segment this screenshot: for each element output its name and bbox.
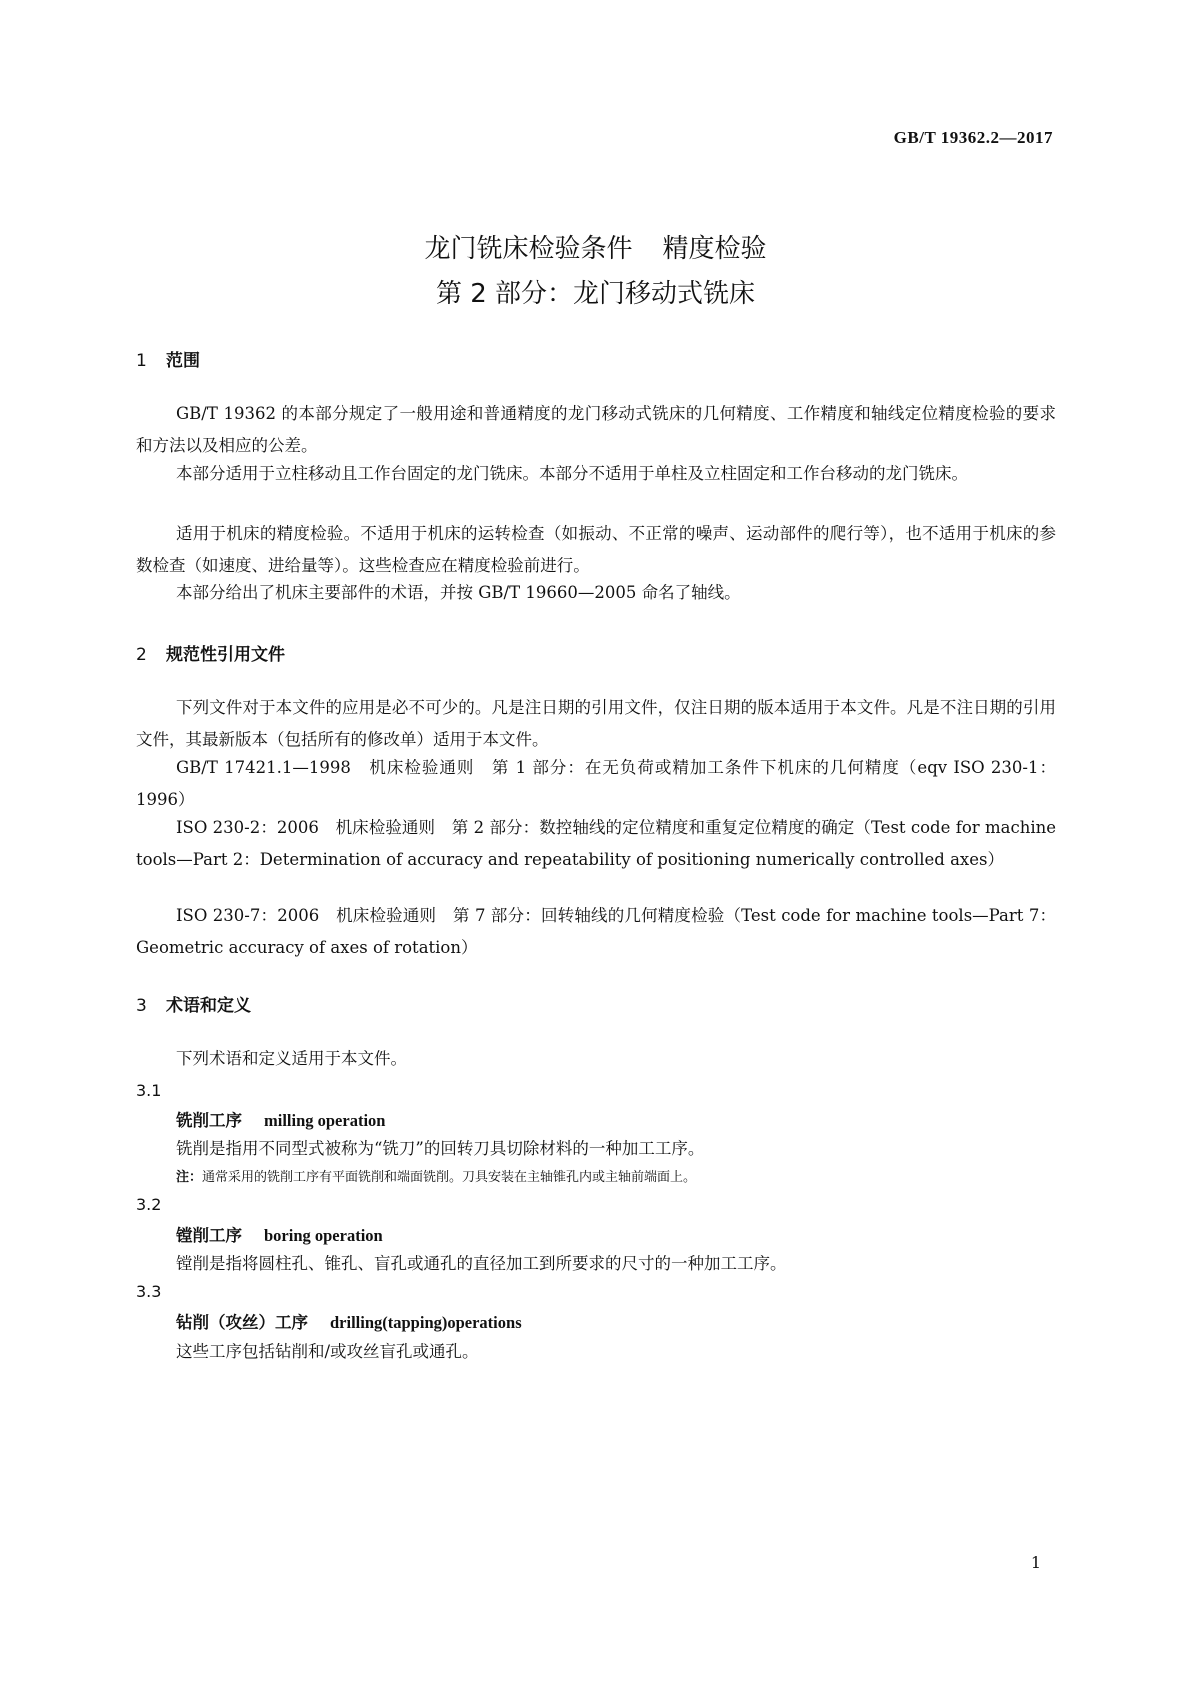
title-part-b: 精度检验 [662,234,767,264]
document-title-line2: 第 2 部分：龙门移动式铣床 [435,279,756,309]
section-title: 范围 [166,351,200,371]
section-1-paragraph: GB/T 19362 的本部分规定了一般用途和普通精度的龙门移动式铣床的几何精度、工作精度和轴线定位精度检验的要求和方法以及相应的公差。 [136,404,1056,455]
section-2-heading [136,640,285,665]
term-zh: 铣削工序 [176,1111,242,1130]
term-number: 3.1 [136,1081,162,1100]
standard-code: GB/T 19362.2—2017 [893,128,1053,147]
note-text: 通常采用的铣削工序有平面铣削和端面铣削。刀具安装在主轴锥孔内或主轴前端面上。 [202,1170,697,1185]
section-3-heading [136,991,251,1016]
term-title [176,1309,522,1333]
term-title [176,1107,385,1131]
term-en: drilling(tapping)operations [330,1313,522,1332]
term-en: milling operation [264,1111,386,1130]
title-part-a: 龙门铣床检验条件 [424,234,633,264]
term-definition: 铣削是指用不同型式被称为“铣刀”的回转刀具切除材料的一种加工工序。 [176,1139,705,1158]
section-1-paragraph: 适用于机床的精度检验。不适用于机床的运转检查（如振动、不正常的噪声、运动部件的爬行等），也不适用于机床的参数检查（如速度、进给量等）。这些检查应在精度检验前进行。 [136,524,1056,575]
document-title-line1 [0,228,1191,265]
section-1-paragraph: 本部分给出了机床主要部件的术语，并按 GB/T 19660—2005 命名了轴线。 [176,583,741,602]
section-title: 规范性引用文件 [166,645,285,665]
section-1-paragraph: 本部分适用于立柱移动且工作台固定的龙门铣床。本部分不适用于单柱及立柱固定和工作台移动的龙门铣床。 [176,464,968,483]
term-number: 3.2 [136,1195,162,1214]
section-3-intro: 下列术语和定义适用于本文件。 [176,1049,407,1068]
section-number: 3 [136,996,147,1016]
term-number: 3.3 [136,1282,162,1301]
page-number: 1 [1030,1553,1041,1572]
term-zh: 镗削工序 [176,1226,242,1245]
term-en: boring operation [264,1226,383,1245]
reference-entry: GB/T 17421.1—1998 机床检验通则 第 1 部分：在无负荷或精加工条件下机床的几何精度（eqv ISO 230-1：1996） [136,758,1056,809]
reference-entry: ISO 230-7：2006 机床检验通则 第 7 部分：回转轴线的几何精度检验（Test code for machine tools—Part 7：Geometric accuracy of axes of rotation） [136,906,1056,957]
section-title: 术语和定义 [166,996,251,1016]
reference-entry: ISO 230-2：2006 机床检验通则 第 2 部分：数控轴线的定位精度和重复定位精度的确定（Test code for machine tools—Part 2：Determination of accuracy and repeatability of positioning numerically controlled axes） [136,818,1056,869]
term-title [176,1222,383,1246]
section-number: 1 [136,351,147,371]
section-number: 2 [136,645,147,665]
term-definition: 这些工序包括钻削和/或攻丝盲孔或通孔。 [176,1342,479,1361]
section-2-paragraph: 下列文件对于本文件的应用是必不可少的。凡是注日期的引用文件，仅注日期的版本适用于本文件。凡是不注日期的引用文件，其最新版本（包括所有的修改单）适用于本文件。 [136,698,1056,749]
term-zh: 钻削（攻丝）工序 [176,1313,308,1332]
term-note [176,1166,696,1185]
term-definition: 镗削是指将圆柱孔、锥孔、盲孔或通孔的直径加工到所要求的尺寸的一种加工工序。 [176,1254,787,1273]
section-1-heading [136,346,200,371]
note-label: 注： [176,1170,203,1185]
